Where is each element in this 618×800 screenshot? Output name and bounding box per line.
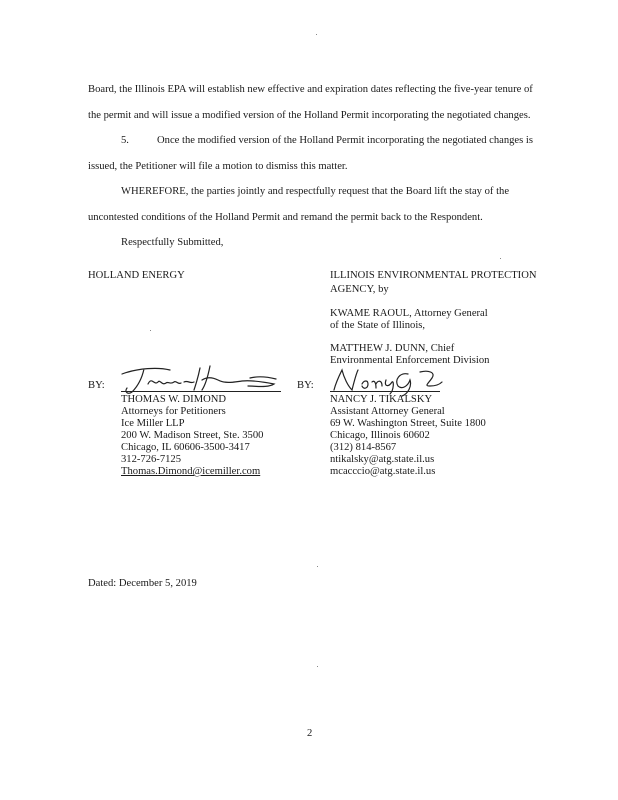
body-line-1: Board, the Illinois EPA will establish new effective and expiration dates reflecting the five-year tenure of [88,84,533,95]
scan-speck [316,34,317,35]
right-signer-role: Assistant Attorney General [330,406,445,417]
left-email[interactable] [121,466,260,478]
left-street: 200 W. Madison Street, Ste. 3500 [121,430,264,441]
dated-line: Dated: December 5, 2019 [88,578,197,589]
scan-speck [500,258,501,259]
scan-speck [150,330,151,331]
page-number: 2 [307,728,313,739]
closing: Respectfully Submitted, [121,237,224,248]
chief-name: MATTHEW J. DUNN, Chief [330,343,455,354]
right-street: 69 W. Washington Street, Suite 1800 [330,418,486,429]
right-signer-name: NANCY J. TIKALSKY [330,394,433,405]
wherefore-line-1: WHEREFORE, the parties jointly and respectfully request that the Board lift the stay of the [121,186,510,197]
paragraph-5-line-2: issued, the Petitioner will file a motion to dismiss this matter. [88,161,348,172]
left-city: Chicago, IL 60606-3500-3417 [121,442,250,453]
right-party-name-line-2: AGENCY, by [330,284,389,295]
left-signer-name: THOMAS W. DIMOND [121,394,227,405]
body-line-2: the permit and will issue a modified version of the Holland Permit incorporating the negotiated changes. [88,110,531,121]
right-city: Chicago, Illinois 60602 [330,430,430,441]
right-signature-image [328,364,478,398]
attorney-general-name: KWAME RAOUL, Attorney General [330,308,488,319]
left-signature-image [118,362,288,396]
attorney-general-state: of the State of Illinois, [330,320,426,331]
left-by-label: BY: [88,380,105,391]
right-email-1[interactable]: ntikalsky@atg.state.il.us [330,454,435,465]
right-email-2[interactable]: mcacccio@atg.state.il.us [330,466,436,477]
left-party-name: HOLLAND ENERGY [88,270,185,281]
paragraph-5-line-1: Once the modified version of the Holland Permit incorporating the negotiated changes is [157,135,533,146]
scan-speck [317,666,318,667]
left-phone: 312-726-7125 [121,454,182,465]
right-phone: (312) 814-8567 [330,442,397,453]
left-email-link[interactable]: Thomas.Dimond@icemiller.com [121,466,261,477]
left-signer-role: Attorneys for Petitioners [121,406,226,417]
scan-speck [317,566,318,567]
right-by-label: BY: [297,380,314,391]
chief-division: Environmental Enforcement Division [330,355,490,366]
right-party-name-line-1: ILLINOIS ENVIRONMENTAL PROTECTION [330,270,537,281]
paragraph-5-number: 5. [121,135,129,146]
left-firm: Ice Miller LLP [121,418,185,429]
wherefore-line-2: uncontested conditions of the Holland Permit and remand the permit back to the Respondent. [88,212,483,223]
